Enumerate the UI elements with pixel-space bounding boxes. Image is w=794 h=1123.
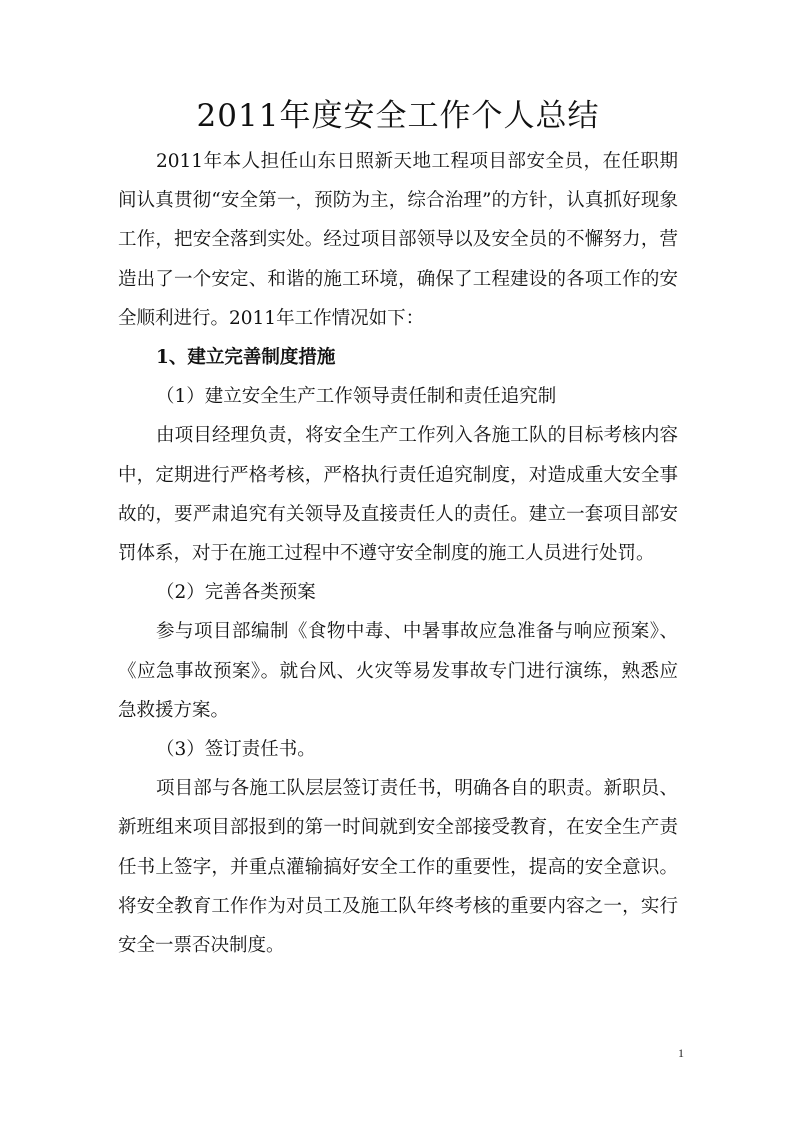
subsection-heading: （1）建立安全生产工作领导责任制和责任追究制	[156, 386, 557, 408]
page-number: 1	[678, 1046, 684, 1060]
intro-paragraph: 2011年本人担任山东日照新天地工程项目部安全员，在任职期间认真贯彻“安全第一，预防为主，综合治理”的方针，认真抓好现象工作，把安全落到实处。经过项目部领导以及安全员的不懈努力，营造出了一个安定、和谐的施工环境，确保了工程建设的各项工作的安全顺利进行。2011年工作情况如下：	[118, 151, 678, 329]
subsection-heading: （2）完善各类预案	[156, 582, 316, 604]
responsibility-letter-paragraph: 项目部与各施工队层层签订责任书，明确各自的职责。新职员、新班组来项目部报到的第一时间就到安全部接受教育，在安全生产责任书上签字，并重点灌输搞好安全工作的重要性，提高的安全意识。将安全教育工作作为对员工及施工队年终考核的重要内容之一，实行安全一票否决制度。	[118, 778, 678, 957]
emergency-plan-paragraph: 参与项目部编制《食物中毒、中暑事故应急准备与响应预案》、《应急事故预案》。就台风、火灾等易发事故专门进行演练，熟悉应急救援方案。	[118, 621, 678, 721]
document-body	[118, 142, 678, 965]
section-heading: 1、建立完善制度措施	[156, 347, 336, 369]
responsibility-paragraph: 由项目经理负责，将安全生产工作列入各施工队的目标考核内容中，定期进行严格考核，严格执行责任追究制度，对造成重大安全事故的，要严肃追究有关领导及直接责任人的责任。建立一套项目部安罚体系，对于在施工过程中不遵守安全制度的施工人员进行处罚。	[118, 425, 678, 565]
document-title: 2011年度安全工作个人总结	[196, 98, 600, 134]
subsection-heading: （3）签订责任书。	[156, 739, 316, 761]
